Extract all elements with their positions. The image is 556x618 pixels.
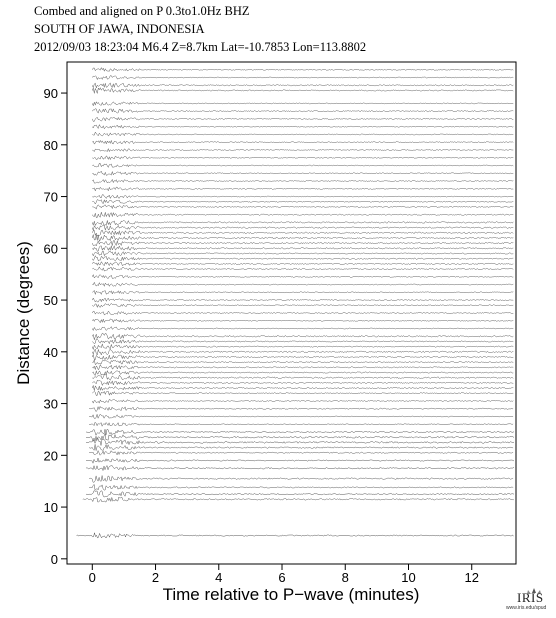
y-tick-label: 80 bbox=[43, 137, 58, 153]
x-tick-label: 2 bbox=[151, 570, 160, 585]
seismogram-trace bbox=[92, 117, 513, 121]
seismogram-trace bbox=[89, 484, 513, 490]
seismogram-trace bbox=[89, 476, 513, 483]
seismogram-trace bbox=[92, 68, 513, 72]
seismogram-trace bbox=[92, 365, 513, 370]
seismogram-trace bbox=[86, 458, 514, 463]
y-tick-label: 60 bbox=[43, 241, 58, 257]
x-axis-label: Time relative to P−wave (minutes) bbox=[162, 585, 420, 604]
seismogram-trace bbox=[92, 303, 513, 307]
x-tick-label: 12 bbox=[464, 570, 479, 585]
y-tick-label: 10 bbox=[43, 500, 58, 516]
seismogram-trace bbox=[92, 225, 513, 231]
seismogram-trace bbox=[92, 371, 513, 376]
chart-title-line-3: 2012/09/03 18:23:04 M6.4 Z=8.7km Lat=-10.7853 Lon=113.8802 bbox=[34, 40, 367, 54]
seismogram-trace bbox=[92, 163, 513, 167]
seismogram-trace bbox=[92, 230, 513, 236]
seismogram-trace bbox=[92, 298, 513, 302]
seismogram-trace bbox=[89, 444, 513, 450]
y-tick-label: 90 bbox=[43, 86, 58, 102]
seismogram-trace bbox=[92, 140, 513, 144]
seismogram-trace bbox=[92, 354, 513, 359]
seismogram-trace bbox=[92, 267, 513, 271]
y-tick-label: 30 bbox=[43, 396, 58, 412]
seismogram-trace bbox=[92, 290, 513, 294]
seismogram-trace bbox=[92, 380, 513, 385]
seismogram-trace bbox=[92, 327, 513, 331]
seismogram-trace bbox=[92, 375, 513, 381]
seismogram-trace bbox=[89, 451, 513, 456]
y-axis-label: Distance (degrees) bbox=[14, 241, 33, 385]
seismogram-trace bbox=[89, 414, 513, 418]
seismogram-trace bbox=[92, 76, 513, 80]
seismogram-trace bbox=[92, 333, 513, 340]
chart-title-line-1: Combed and aligned on P 0.3to1.0Hz BHZ bbox=[34, 4, 250, 18]
seismogram-trace bbox=[92, 83, 513, 88]
chart-title-line-2: SOUTH OF JAWA, INDONESIA bbox=[34, 22, 205, 36]
logo-url: www.iris.edu/spud bbox=[506, 605, 547, 611]
seismogram-trace bbox=[86, 434, 514, 442]
seismogram-trace bbox=[92, 251, 513, 256]
seismogram-trace bbox=[92, 360, 513, 365]
y-tick-label: 70 bbox=[43, 189, 58, 205]
seismogram-trace bbox=[92, 262, 513, 266]
seismogram-trace bbox=[92, 385, 513, 390]
seismogram-trace bbox=[92, 171, 513, 175]
seismogram-trace bbox=[92, 132, 513, 136]
x-tick-label: 8 bbox=[341, 570, 349, 585]
y-tick-label: 0 bbox=[50, 551, 58, 567]
seismogram-trace bbox=[92, 200, 513, 204]
seismogram-trace bbox=[92, 179, 513, 183]
seismogram-trace bbox=[92, 187, 513, 191]
y-tick-label: 50 bbox=[43, 293, 58, 309]
seismogram-trace bbox=[92, 282, 513, 286]
seismogram-trace bbox=[83, 497, 514, 502]
seismogram-trace bbox=[92, 241, 513, 247]
y-tick-label: 40 bbox=[43, 344, 58, 360]
seismogram-trace bbox=[92, 391, 513, 396]
seismogram-trace bbox=[92, 399, 513, 403]
seismogram-trace bbox=[86, 491, 514, 497]
x-tick-label: 6 bbox=[278, 570, 286, 585]
x-tick-label: 0 bbox=[88, 570, 96, 585]
seismogram-trace bbox=[92, 344, 513, 350]
seismogram-trace bbox=[92, 256, 513, 261]
seismogram-trace bbox=[92, 220, 513, 225]
seismogram-trace bbox=[92, 212, 513, 218]
x-tick-label: 4 bbox=[215, 570, 223, 585]
seismogram-trace bbox=[92, 339, 513, 344]
seismogram-trace bbox=[92, 275, 513, 279]
logo-word: IRIS bbox=[517, 590, 544, 605]
seismogram-trace bbox=[89, 422, 513, 426]
seismogram-trace bbox=[86, 466, 514, 471]
y-tick-label: 20 bbox=[43, 448, 58, 464]
x-tick-label: 10 bbox=[401, 570, 416, 585]
seismogram-trace bbox=[92, 125, 513, 129]
seismogram-trace bbox=[92, 319, 513, 323]
seismogram-trace bbox=[92, 195, 513, 199]
seismogram-trace bbox=[92, 109, 513, 113]
seismogram-trace bbox=[89, 406, 513, 411]
x-axis-ticks bbox=[89, 564, 479, 585]
seismogram-trace bbox=[77, 533, 514, 538]
seismogram-trace bbox=[92, 88, 513, 94]
seismogram-trace bbox=[92, 235, 513, 242]
y-axis-ticks bbox=[44, 86, 67, 567]
seismogram-trace bbox=[92, 311, 513, 315]
seismogram-trace bbox=[92, 349, 513, 355]
seismogram-trace bbox=[86, 429, 514, 435]
seismogram-trace bbox=[92, 102, 513, 106]
seismogram-trace bbox=[92, 149, 513, 152]
seismogram-trace bbox=[86, 438, 514, 445]
seismogram-trace bbox=[92, 246, 513, 252]
seismogram-trace bbox=[92, 205, 513, 209]
trace-group bbox=[77, 68, 515, 538]
seismogram-trace bbox=[92, 156, 513, 160]
